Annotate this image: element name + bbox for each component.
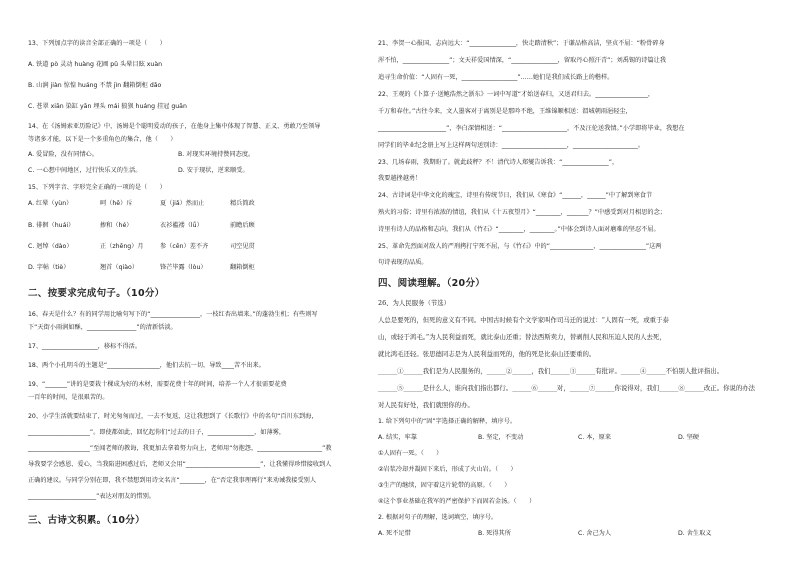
- q20-line-6: ______________________”表达对朋友的惜别。: [28, 493, 155, 500]
- passage-line-2: 山，或轻于鸿毛。”为人民利益而死，就比泰山还重；替法西斯卖力，替剥削人民和压迫人民的人去死，: [378, 333, 666, 341]
- q14-option-c: C. 一心想中间地区，过行快乐又的生活。: [28, 167, 142, 174]
- q20-line-5: 正确的建议。与同学分别在即，我不禁想到用诗文名言“________，在“否定我事理再行”来劝诫我接受别人: [28, 477, 317, 484]
- q26-sub1-stem: 1. 给下列句中的“固”字选择正确的解释，填序号。: [378, 418, 517, 425]
- q15-c-4: 司空见贯: [230, 243, 255, 250]
- q16-line-2: 下“天街小雨润如酥，________________”的清新恬淡。: [28, 324, 177, 331]
- q23-cont: 我要越挫越勇！: [378, 175, 422, 182]
- q15-a-1: A. 红晕（yùn）: [28, 200, 73, 207]
- q21-line-2: 浑不怕，_______________”；文天祥爱国情深，“_______________，留取丹心照汗青”；刘禹锡的诗篇让我: [378, 57, 667, 64]
- q22-line-3: ______________________”，李白深情相送：“_____________________，不及汪伦送我情。”小学即将毕业，我想在: [378, 125, 685, 132]
- q22-line-4: 同学们的毕业纪念册上写上这样两句送别诗：_____________________，_____________________。: [378, 142, 645, 149]
- q25-line-2: 句诗表现的品质。: [378, 259, 428, 266]
- q14-option-b: B. 对现实环境持赞同态度。: [178, 151, 255, 158]
- q22-line-2: 千万和春住。”古往今来，文人墨客对于离别是是那吟不绝，王维锦顺相送：渭城朝雨浥轻尘，: [378, 108, 632, 115]
- q15-c-3: 参（cēn）差不齐: [160, 243, 209, 250]
- q26-title: 26、为人民服务（节选）: [378, 299, 451, 307]
- sub1-option-d: D. 坚硬: [678, 434, 700, 441]
- q15-a-4: 精兵简政: [230, 200, 255, 207]
- q15-d-4: 翻箱倒柜: [230, 264, 255, 271]
- q23: 23、几场春雨，我期盼了。就此歧秤？不！清代诗人郑燮告诉我：“_______________”，: [378, 159, 619, 166]
- section-4-heading: 四、阅读理解。（20分）: [378, 278, 486, 289]
- q19-line-2: 一百年的时间，是很艰苦的。: [28, 394, 109, 401]
- q15-c-2: 正（zhēng）月: [100, 243, 144, 250]
- q13-stem: 13、下列加点字的读音全部正确的一项是（ ）: [28, 40, 166, 47]
- passage-line-6: 对人民有好处，我们就照你的办。: [378, 401, 474, 409]
- q18: 18、两个小孔明斗的主题是“_________________，他们去抗一切，导致____苦不出来。: [28, 362, 265, 369]
- q19-line-1: 19、“_______”讲的是要栽十棵成为好的木材，需要花费十年的时间，培养一个人才很需要花费: [28, 381, 287, 388]
- q15-b-1: B. 徘徊（huái）: [28, 222, 75, 229]
- q14-option-a: A. 爱冒险，没有同情心。: [28, 151, 98, 158]
- q15-stem: 15、下列字音、字形完全正确的一项的是（ ）: [28, 184, 166, 191]
- q14-stem-cont: 等诸多才能，以下是一个多重角色的集合，他（ ）: [28, 136, 177, 143]
- q24-line-2: 熟火的习俗；诗里有浓浓的情谊，我们从《十五夜望月》“________，_______？”中感受到对月相思的念；: [378, 209, 666, 216]
- q13-option-a: A. 铁道 pò 灵动 huàng 花圃 pǔ 头晕目眩 xuàn: [28, 61, 163, 68]
- sub1-option-b: B. 坚定，不变动: [478, 434, 524, 441]
- passage-line-3: 就比鸿毛还轻。张思德同志是为人民利益而死的，他的死是比泰山还要重的。: [378, 350, 596, 358]
- sub1-option-c: C. 本，原来: [578, 434, 612, 441]
- q15-a-2: 呵（hē）斥: [100, 200, 133, 207]
- section-2-heading: 二、按要求完成句子。（10分）: [28, 288, 165, 299]
- q21-line-1: 21、李贺一心报国，志向远大：“_______________，快走踏清秋”；于谦品格高洁，坚贞不屈：“粉骨碎身: [378, 40, 665, 47]
- q15-d-2: 翘首（qiào）: [100, 264, 138, 271]
- q20-line-2: ____________________”。即使都如此，回忆起你们“过去的日子，_______________，如薄雾，: [28, 429, 286, 436]
- q26-sub2-stem: 2. 根据对句子的理解，选词填空，填序号。: [378, 514, 498, 521]
- q22-line-1: 22、王观的《卜算子·送鲍浩然之浙东》一词中写道“才始送春归，又送君归去。_________________，: [378, 91, 655, 98]
- q16-line-1: 16、春天是什么？有的同学用比喻句写下的“________________，一枝红杏出墙来。”的蓬勃生机；有些则写: [28, 311, 318, 318]
- q20-line-4: 导我要学会感恩、爱心，当我陷进困惑过后，老师又会用“________________________”，让我懂得珍惜接收到人: [28, 461, 332, 468]
- sub1-option-a: A. 结实，牢靠: [378, 434, 417, 441]
- q14-stem: 14、在《汤姆索亚历险记》中，汤姆是个聪明爱动的孩子，在他身上集中体现了智慧、正义、勇敢乃至领导: [28, 123, 321, 130]
- q24-line-1: 24、古诗词是中华文化的瑰宝，诗里有传统节日，我们从《寒食》“______，______”中了解到寒食节: [378, 192, 653, 199]
- passage-line-4: ______①______我们是为人民服务的，______②______，我们______③______有批评。______④______不怕别人批评指出。: [378, 367, 724, 375]
- q20-line-3: ____________________”至闻老师的教诲，我更加去拿着努力向上，老师用“勿抱怨，_____________________”教: [28, 445, 332, 452]
- q15-b-4: 前瞻后顾: [230, 222, 255, 229]
- q17: 17、__________________，移标不得活。: [28, 343, 142, 350]
- sub1-item-2: ②岩浆冷却并凝固下来后，形成了火山岩。（ ）: [378, 466, 517, 473]
- q15-b-2: 掺和（hé）: [100, 222, 133, 229]
- sub1-item-3: ③生产的继续，固守着这片轮带的高原。（ ）: [378, 482, 511, 489]
- q24-line-3: 诗里有诗人的品格和志向，我们从《竹石》“________，________。”中体会到诗人面对磨难的坚忍不屈。: [378, 226, 660, 233]
- sub1-item-4: ④这个事业基础在我军的严密保护下而固若金汤。（ ）: [378, 498, 536, 505]
- sub2-option-d: D. 舍生取义: [678, 530, 712, 537]
- sub2-option-a: A. 死不足惜: [378, 530, 411, 537]
- passage-line-1: 人总是要死的，但死的意义有不同。中国古时候有个文学家叫作司马迁的说过：“人固有一死，或重于泰: [378, 316, 669, 324]
- q13-option-c: C. 苍翠 xiān 染缸 yān 埋头 mái 狼狈 huáng 挂冠 guān: [28, 103, 187, 110]
- q15-b-3: 衣衫褴褛（lǚ）: [160, 222, 203, 229]
- q15-d-3: 锋芒毕露（lòu）: [160, 264, 207, 271]
- q14-option-d: D. 安于现状，逆来顺受。: [178, 167, 249, 174]
- sub2-option-b: B. 死得其所: [478, 530, 511, 537]
- q21-line-3: 追寻生命价值：“人固有一死，__________________”……她们是我们成长路上的楷样。: [378, 74, 614, 81]
- section-3-heading: 三、古诗文积累。（10分）: [28, 515, 145, 526]
- passage-line-5: ______⑤______是什么人，谁向我们指出都行。______⑥______对，______⑦______你说得对，我们______⑧______改正。你说的办法: [378, 384, 756, 392]
- q15-c-1: C. 迥绰（dào）: [28, 243, 73, 250]
- q20-line-1: 20、小学生活就要结束了，时光匆匆而过，一去不复返，这让我想到了《长歌行》中的名句“百川东到海，: [28, 413, 318, 420]
- sub2-option-c: C. 舍己为人: [578, 530, 612, 537]
- q25-line-1: 25、革命先烈面对敌人的严刑拷打宁死不屈，与《竹石》中的“______________，_______________”这两: [378, 243, 662, 250]
- q15-d-1: D. 字帖（tiè）: [28, 264, 70, 271]
- q15-a-3: 夏（jiǎ）然而止: [160, 200, 205, 207]
- q13-option-b: B. 山涧 jiàn 惊惶 huáng 不禁 jìn 翻箱倒柜 dǎo: [28, 82, 162, 89]
- sub1-item-1: ①人固有一死。（ ）: [378, 450, 443, 457]
